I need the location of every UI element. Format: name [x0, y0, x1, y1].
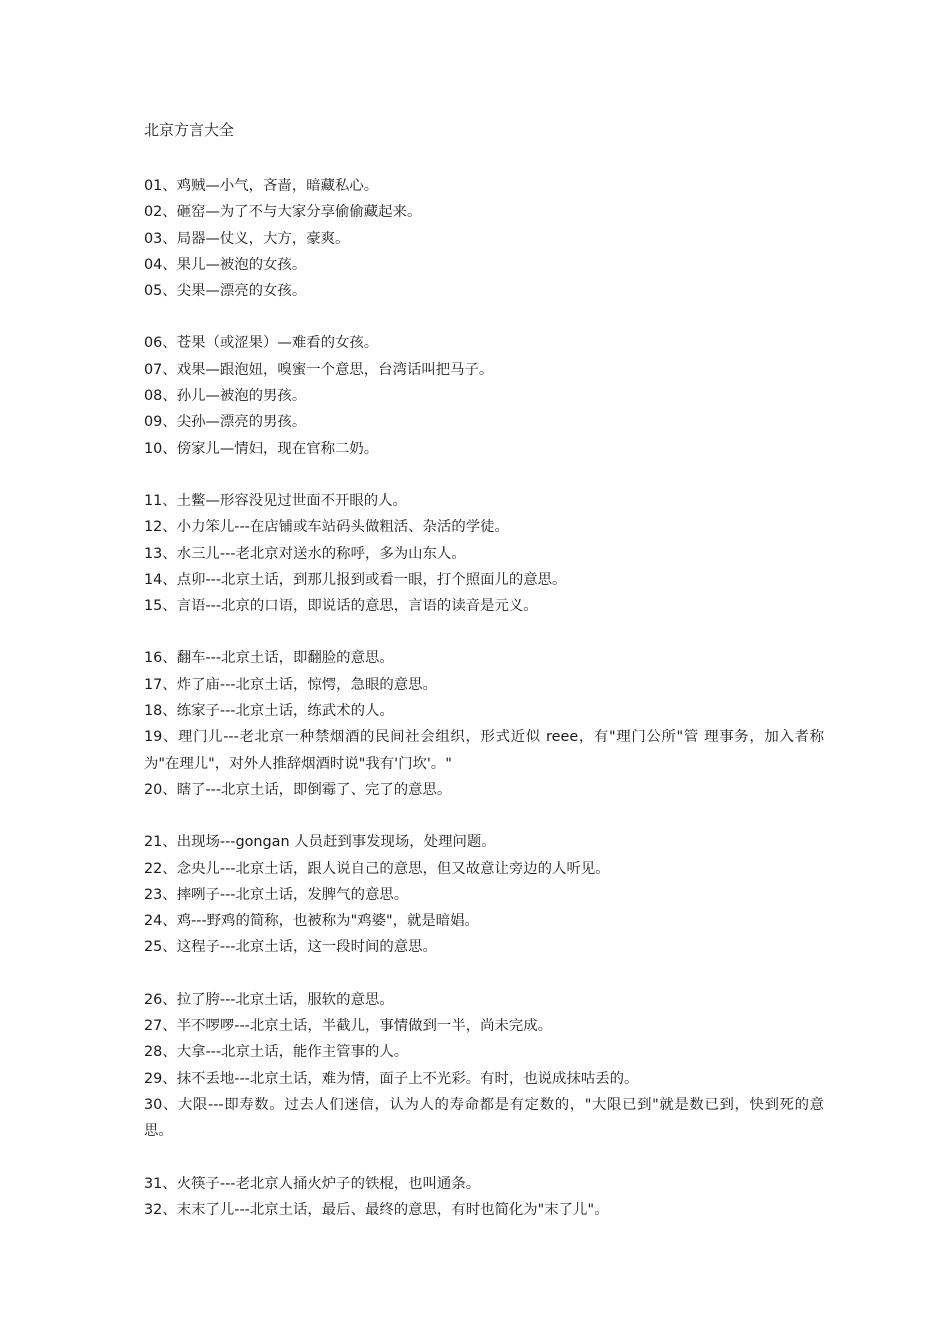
entry-14: 14、点卯---北京土话，到那儿报到或看一眼，打个照面儿的意思。 — [144, 571, 567, 588]
entry-31: 31、火筷子---老北京人捅火炉子的铁棍，也叫通条。 — [144, 1175, 481, 1192]
entry-10: 10、傍家儿—情妇，现在官称二奶。 — [144, 440, 379, 457]
entry-group — [144, 987, 824, 1145]
entry-28: 28、大拿---北京土话，能作主管事的人。 — [144, 1044, 409, 1061]
entry-01: 01、鸡贼—小气，吝啬，暗藏私心。 — [144, 178, 379, 194]
entry-26: 26、拉了胯---北京土话，服软的意思。 — [144, 991, 394, 1008]
entry-25: 25、这程子---北京土话，这一段时间的意思。 — [144, 939, 437, 956]
entry-07: 07、戏果—跟泡妞，嗅蜜一个意思，台湾话叫把马子。 — [144, 361, 494, 378]
entry-32: 32、末末了儿---北京土话，最后、最终的意思，有时也简化为"末了儿"。 — [144, 1201, 609, 1218]
entry-19: 19、理门儿---老北京一种禁烟酒的民间社会组织，形式近似 reee，有"理门公所"管 理事务，加入者称为"在理儿"，对外人推辞烟酒时说"我有'门坎'。" — [144, 729, 824, 772]
entry-22: 22、念央儿---北京土话，跟人说自己的意思，但又故意让旁边的人听见。 — [144, 860, 610, 877]
entry-16: 16、翻车---北京土话，即翻脸的意思。 — [144, 650, 394, 667]
entry-group — [144, 645, 824, 803]
entry-17: 17、炸了庙---北京土话，惊愕，急眼的意思。 — [144, 676, 437, 693]
entry-30: 30、大限---即寿数。过去人们迷信，认为人的寿命都是有定数的，"大限已到"就是数已到，快到死的意思。 — [144, 1096, 824, 1140]
entry-12: 12、小力笨儿---在店铺或车站码头做粗活、杂活的学徒。 — [144, 519, 509, 536]
entry-27: 27、半不啰啰---北京土话，半截儿，事情做到一半，尚未完成。 — [144, 1018, 553, 1035]
entry-group — [144, 173, 824, 304]
entry-15: 15、言语---北京的口语，即说话的意思，言语的读音是元义。 — [144, 598, 538, 615]
entry-11: 11、土鳖—形容没见过世面不开眼的人。 — [144, 492, 407, 509]
entry-group — [144, 488, 824, 619]
entry-09: 09、尖孙—漂亮的男孩。 — [144, 414, 307, 431]
entry-group — [144, 829, 824, 960]
entry-06: 06、苍果（或涩果）—难看的女孩。 — [144, 335, 379, 352]
document-title: 北京方言大全 — [144, 121, 235, 139]
entry-02: 02、砸窑—为了不与大家分享偷偷藏起来。 — [144, 204, 422, 221]
entry-group — [144, 330, 824, 461]
entry-13: 13、水三儿---老北京对送水的称呼，多为山东人。 — [144, 545, 466, 562]
entry-18: 18、练家子---北京土话，练武术的人。 — [144, 703, 394, 720]
entry-23: 23、摔咧子---北京土话，发脾气的意思。 — [144, 886, 409, 903]
entry-05: 05、尖果—漂亮的女孩。 — [144, 283, 307, 300]
entry-group — [144, 1171, 824, 1224]
entry-29: 29、抹不丢地---北京土话，难为情，面子上不光彩。有时，也说成抹咕丢的。 — [144, 1070, 639, 1087]
entry-24: 24、鸡---野鸡的简称，也被称为"鸡婆"，就是暗娼。 — [144, 913, 479, 930]
document-page — [144, 120, 824, 1249]
entry-08: 08、孙儿—被泡的男孩。 — [144, 388, 307, 405]
entry-04: 04、果儿—被泡的女孩。 — [144, 256, 307, 273]
entry-21: 21、出现场---gongan 人员赶到事发现场，处理问题。 — [144, 834, 496, 851]
entry-03: 03、局器—仗义，大方，豪爽。 — [144, 230, 350, 247]
entry-20: 20、瞎了---北京土话，即倒霉了、完了的意思。 — [144, 781, 452, 798]
